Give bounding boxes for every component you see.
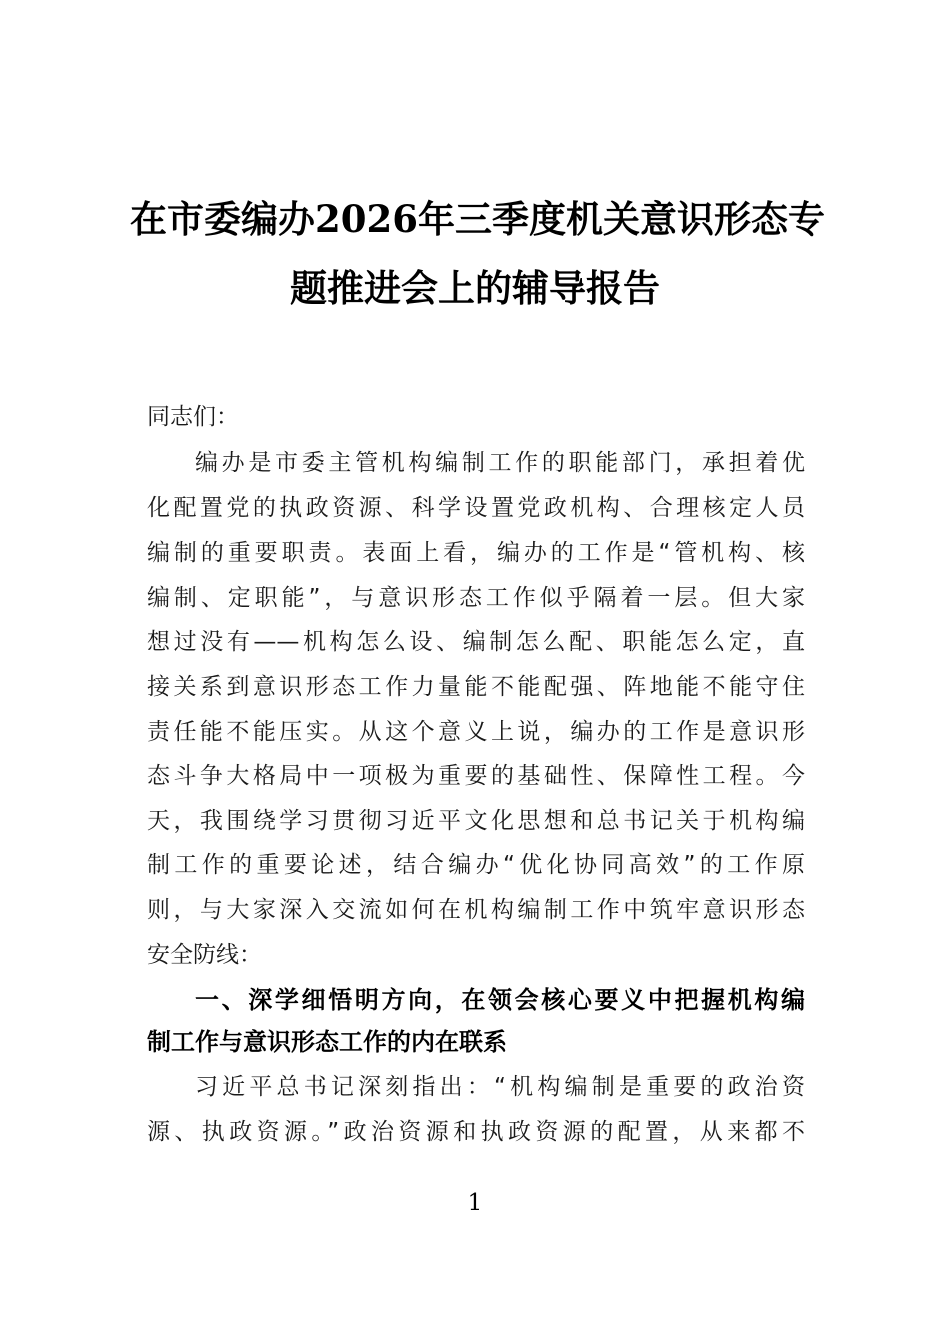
intro-paragraph-line: 安全防线： [147, 942, 262, 968]
intro-paragraph-line: 想过没有——机构怎么设、编制怎么配、职能怎么定，直 [147, 629, 805, 655]
document-title-line-2: 题推进会上的辅导报告 [290, 266, 660, 310]
document-title-line-1: 在市委编办2026年三季度机关意识形态专 [130, 197, 825, 241]
intro-paragraph-line: 责任能不能压实。从这个意义上说，编办的工作是意识形 [147, 719, 805, 745]
salutation: 同志们： [147, 404, 239, 430]
intro-paragraph-line: 接关系到意识形态工作力量能不能配强、阵地能不能守住 [147, 674, 805, 700]
intro-paragraph-line: 编办是市委主管机构编制工作的职能部门，承担着优 [195, 450, 805, 476]
intro-paragraph-line: 编制、定职能”，与意识形态工作似乎隔着一层。但大家 [147, 585, 805, 611]
section-paragraph-line: 源、执政资源。”政治资源和执政资源的配置，从来都不 [147, 1119, 805, 1145]
section-paragraph-line: 习近平总书记深刻指出：“机构编制是重要的政治资 [195, 1074, 805, 1100]
intro-paragraph-line: 化配置党的执政资源、科学设置党政机构、合理核定人员 [147, 495, 805, 521]
intro-paragraph-line: 编制的重要职责。表面上看，编办的工作是“管机构、核 [147, 540, 805, 566]
page-number: 1 [467, 1190, 483, 1216]
intro-paragraph-line: 态斗争大格局中一项极为重要的基础性、保障性工程。今 [147, 763, 805, 789]
intro-paragraph-line: 则，与大家深入交流如何在机构编制工作中筑牢意识形态 [147, 897, 805, 923]
section-heading-line: 一、深学细悟明方向，在领会核心要义中把握机构编 [195, 986, 805, 1014]
intro-paragraph-line: 天，我围绕学习贯彻习近平文化思想和总书记关于机构编 [147, 808, 805, 834]
section-heading-line: 制工作与意识形态工作的内在联系 [147, 1028, 507, 1056]
intro-paragraph-line: 制工作的重要论述，结合编办“优化协同高效”的工作原 [147, 852, 805, 878]
